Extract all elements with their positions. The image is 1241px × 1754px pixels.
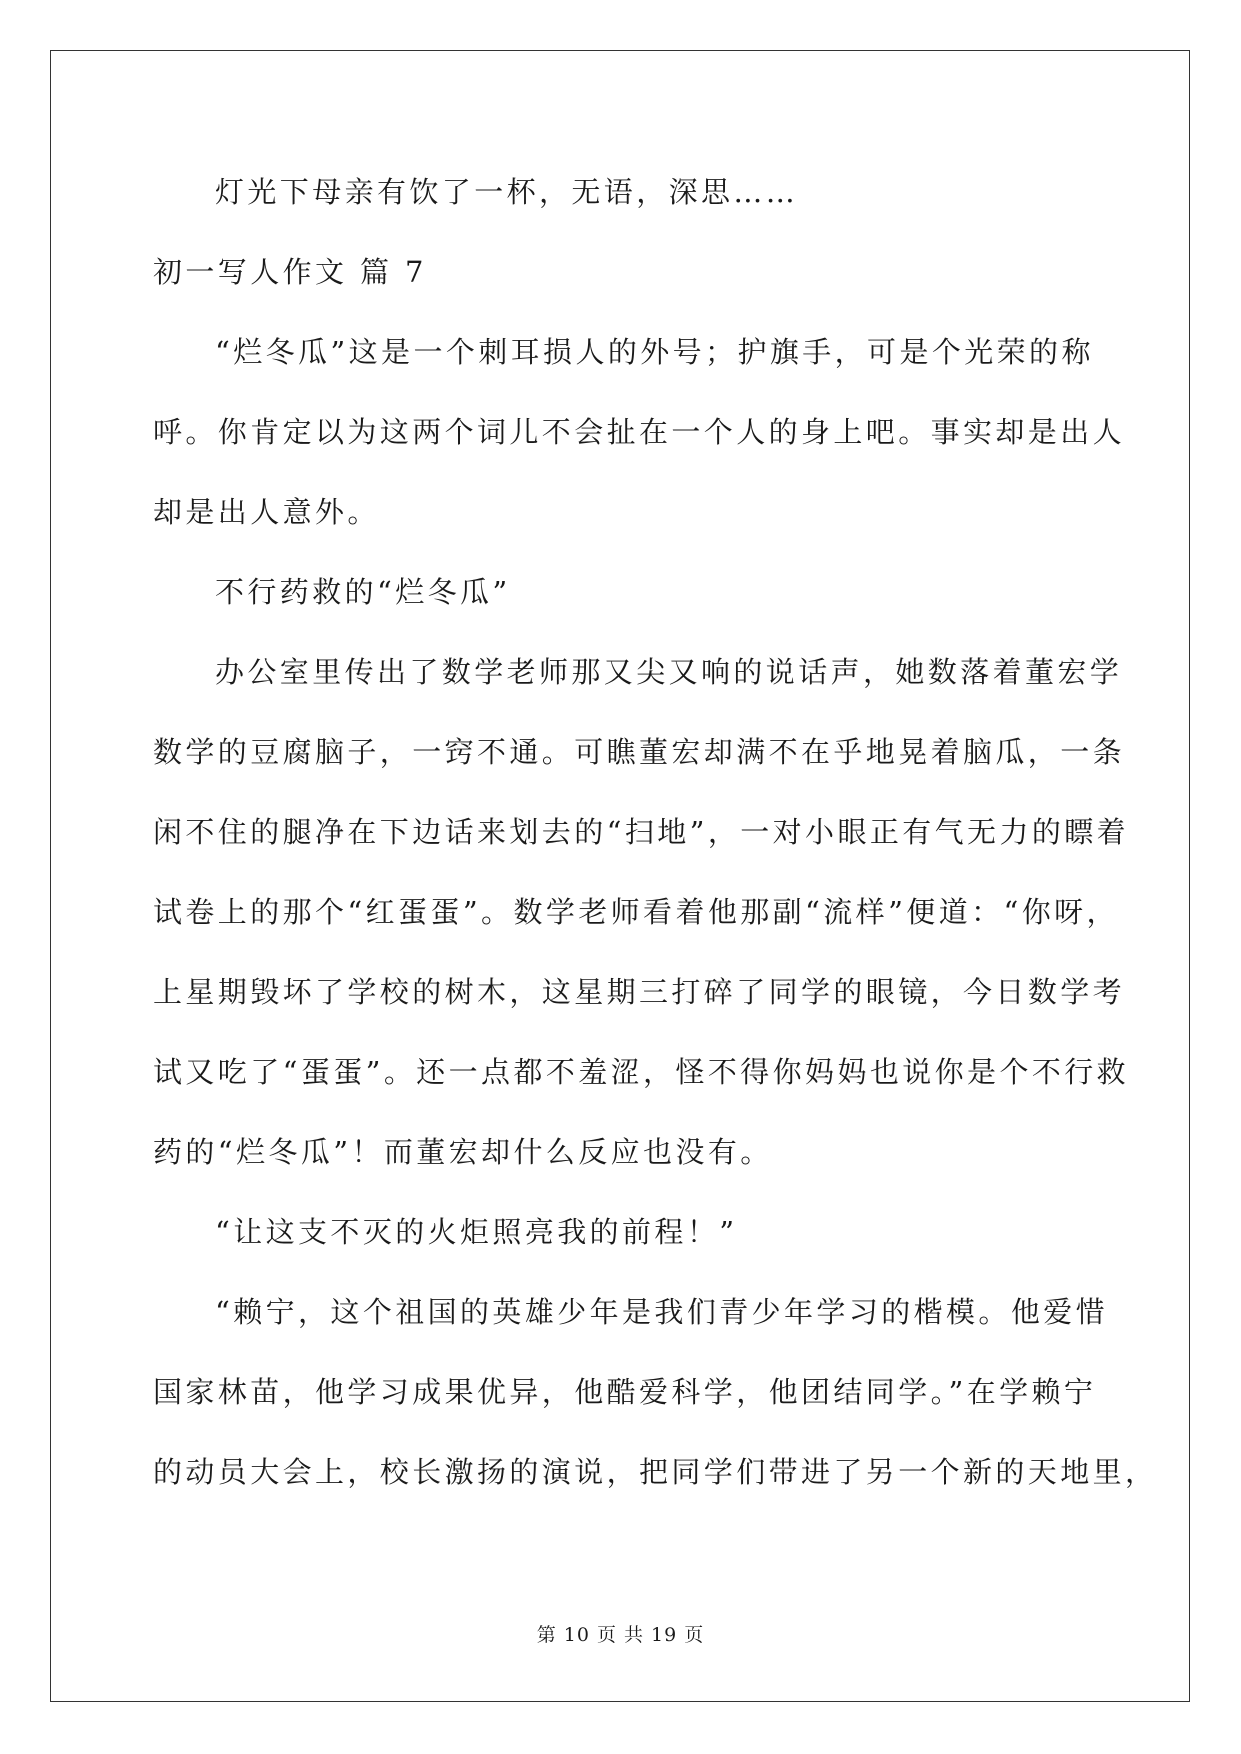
paragraph-line: 的动员大会上，校长激扬的演说，把同学们带进了另一个新的天地里，	[153, 1455, 1158, 1489]
paragraph-line: 试又吃了“蛋蛋”。还一点都不羞涩，怪不得你妈妈也说你是个不行救	[153, 1055, 1130, 1089]
paragraph-line: “烂冬瓜”这是一个刺耳损人的外号；护旗手，可是个光荣的称	[215, 335, 1094, 369]
paragraph-line: 闲不住的腿净在下边话来划去的“扫地”，一对小眼正有气无力的瞟着	[153, 815, 1130, 849]
paragraph-line: 药的“烂冬瓜”！而董宏却什么反应也没有。	[153, 1135, 773, 1169]
paragraph-line: 试卷上的那个“红蛋蛋”。数学老师看着他那副“流样”便道：“你呀，	[153, 895, 1119, 929]
subheading-line: “让这支不灭的火炬照亮我的前程！”	[215, 1215, 738, 1249]
paragraph-line: “赖宁，这个祖国的英雄少年是我们青少年学习的楷模。他爱惜	[215, 1295, 1109, 1329]
paragraph-line: 国家林苗，他学习成果优异，他酷爱科学，他团结同学。”在学赖宁	[153, 1375, 1097, 1409]
paragraph-line: 上星期毁坏了学校的树木，这星期三打碎了同学的眼镜，今日数学考	[153, 975, 1126, 1009]
subheading-line: 不行药救的“烂冬瓜”	[215, 575, 511, 609]
paragraph-line: 呼。你肯定以为这两个词儿不会扯在一个人的身上吧。事实却是出人	[153, 415, 1126, 449]
paragraph-line: 却是出人意外。	[153, 495, 380, 529]
paragraph-line: 数学的豆腐脑子，一窍不通。可瞧董宏却满不在乎地晃着脑瓜，一条	[153, 735, 1126, 769]
section-heading: 初一写人作文 篇 7	[153, 255, 427, 289]
paragraph-line: 办公室里传出了数学老师那又尖又响的说话声，她数落着董宏学	[215, 655, 1123, 689]
page-number: 第 10 页 共 19 页	[536, 1624, 705, 1646]
text-line-closing: 灯光下母亲有饮了一杯，无语，深思……	[215, 175, 799, 209]
